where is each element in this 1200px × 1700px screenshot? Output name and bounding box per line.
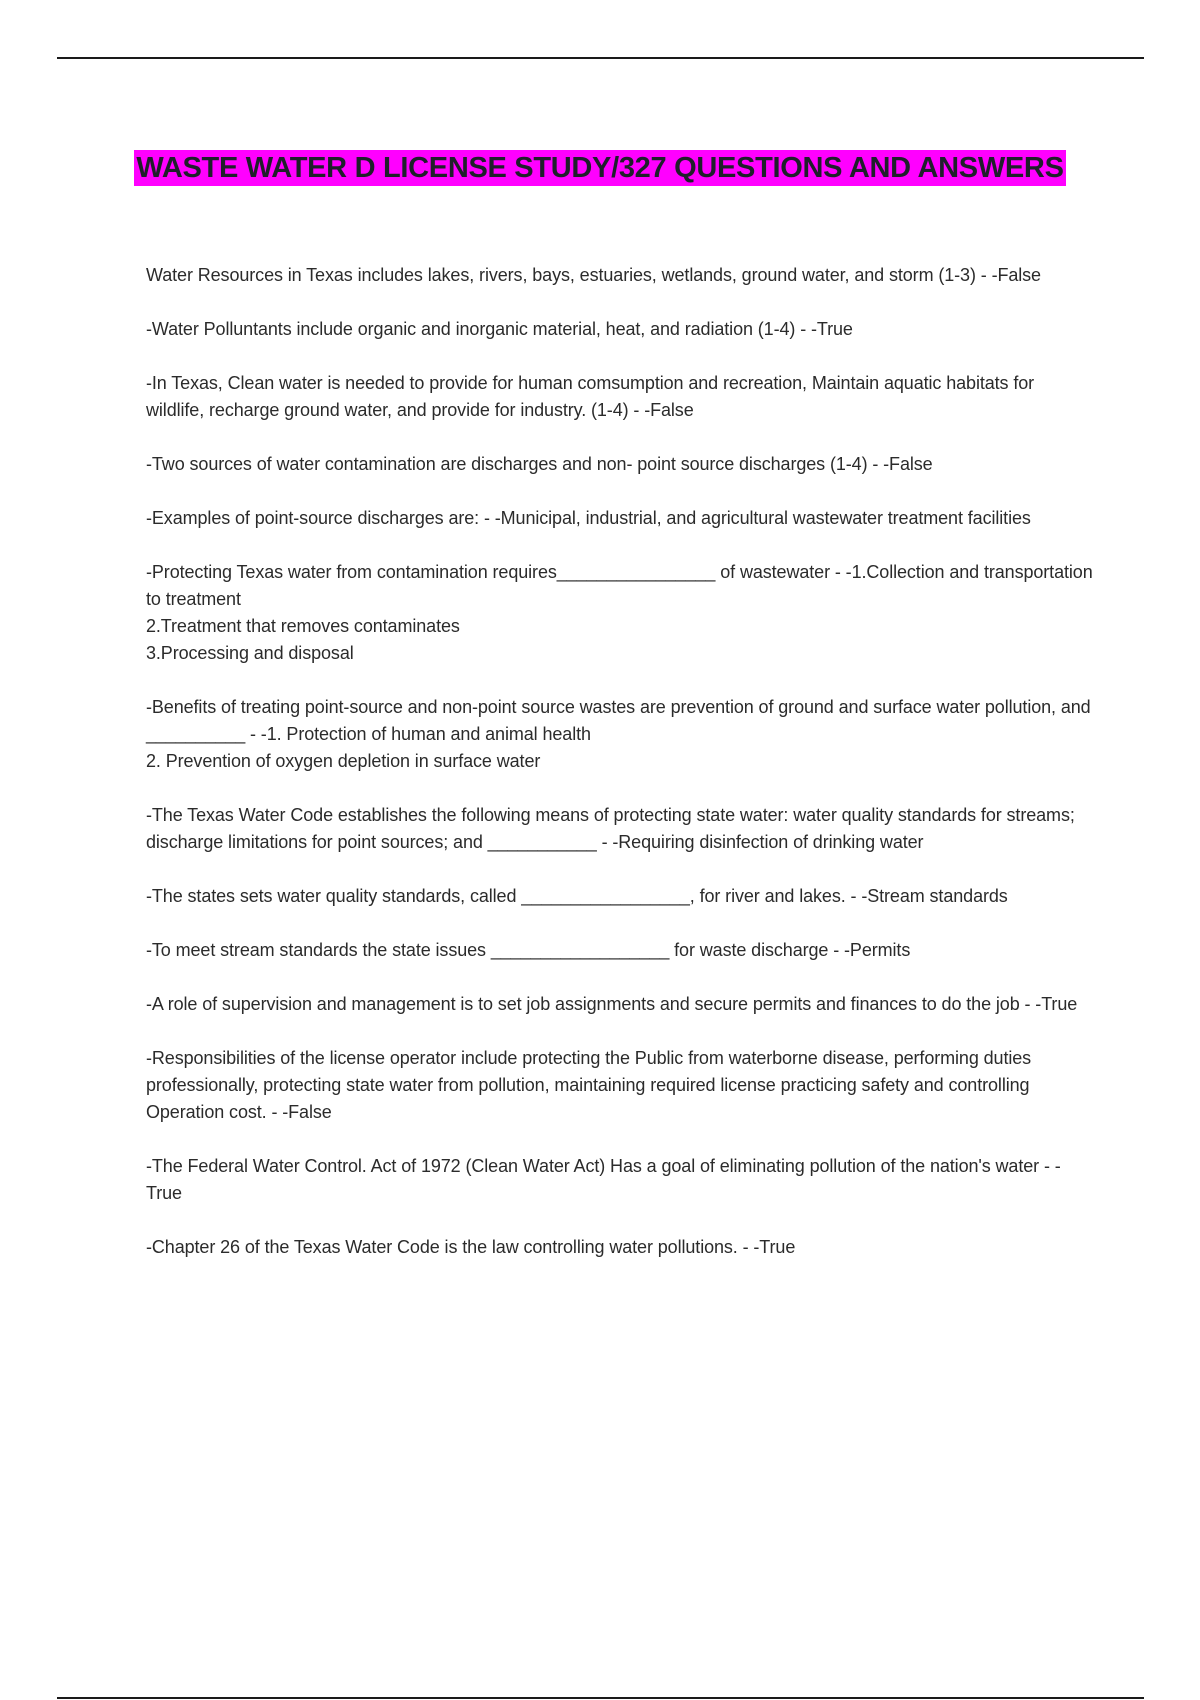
document-title-text: WASTE WATER D LICENSE STUDY/327 QUESTIONS AND ANSWERS (136, 152, 1064, 184)
qa-item-6: -Protecting Texas water from contamination requires________________ of wastewater - -1.Collection and transportation to treatment 2.Treatment that removes contaminates 3.Processing and disposal (146, 562, 1093, 663)
qa-item-10: -To meet stream standards the state issues __________________ for waste discharge - -Permits (146, 940, 911, 960)
document-title (100, 146, 1100, 195)
qa-item-9: -The states sets water quality standards, called _________________, for river and lakes. - -Stream standards (146, 886, 1008, 906)
qa-item-2: -Water Polluntants include organic and inorganic material, heat, and radiation (1-4) - -True (146, 319, 853, 339)
bottom-divider (57, 1697, 1144, 1699)
qa-item-11: -A role of supervision and management is to set job assignments and secure permits and finances to do the job - -True (146, 994, 1078, 1014)
qa-item-8: -The Texas Water Code establishes the following means of protecting state water: water quality standards for streams; discharge limitations for point sources; and ___________ - -Requiring disinfection of drinking water (146, 805, 1075, 852)
qa-item-4: -Two sources of water contamination are discharges and non- point source discharges (1-4) - -False (146, 454, 933, 474)
qa-item-12: -Responsibilities of the license operator include protecting the Public from waterborne disease, performing duties professionally, protecting state water from pollution, maintaining required license practicing safety and controlling Operation cost. - -False (146, 1048, 1032, 1122)
qa-item-7: -Benefits of treating point-source and non-point source wastes are prevention of ground and surface water pollution, and __________ - -1. Protection of human and animal health 2. Prevention of oxygen depletion in surface water (146, 697, 1091, 771)
qa-item-1: Water Resources in Texas includes lakes, rivers, bays, estuaries, wetlands, ground water, and storm (1-3) - -False (146, 265, 1041, 285)
qa-item-14: -Chapter 26 of the Texas Water Code is the law controlling water pollutions. - -True (146, 1237, 796, 1257)
qa-item-3: -In Texas, Clean water is needed to provide for human comsumption and recreation, Maintain aquatic habitats for wildlife, recharge ground water, and provide for industry. (1-4) - -False (146, 373, 1035, 420)
top-divider (57, 57, 1144, 59)
qa-item-13: -The Federal Water Control. Act of 1972 (Clean Water Act) Has a goal of eliminating pollution of the nation's water - -True (146, 1156, 1061, 1203)
question-answer-list (146, 262, 1096, 1288)
qa-item-5: -Examples of point-source discharges are: - -Municipal, industrial, and agricultural wastewater treatment facilities (146, 508, 1031, 528)
